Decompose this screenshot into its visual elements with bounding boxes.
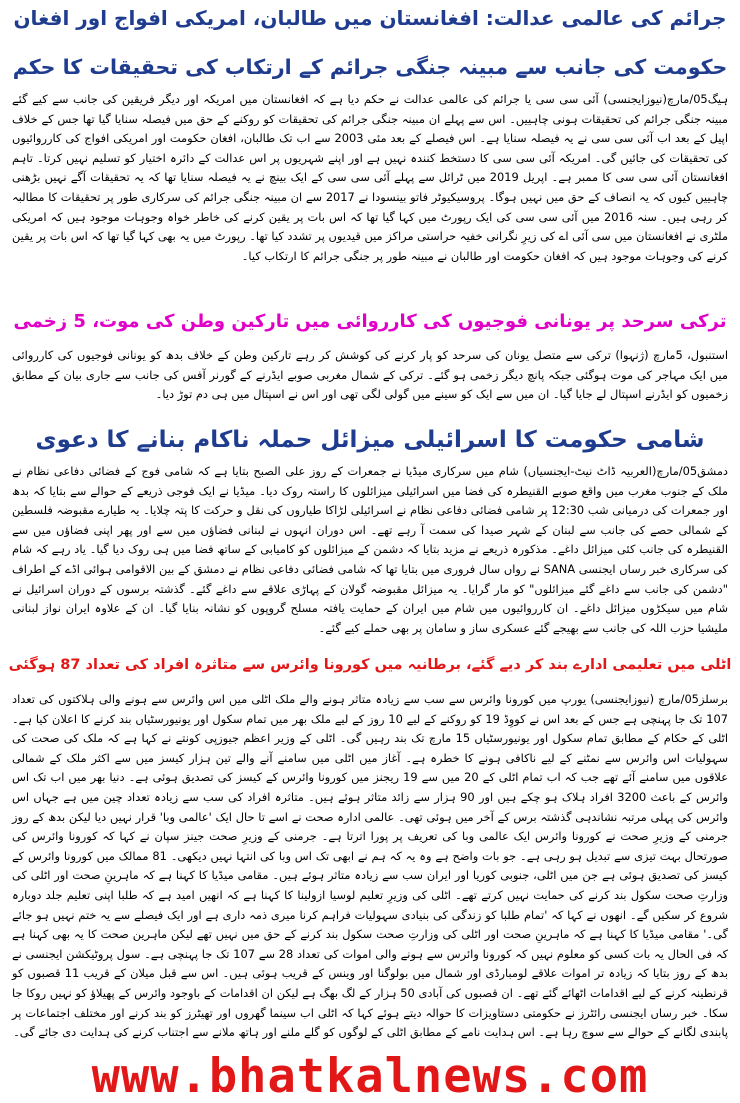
article3-body-container bbox=[0, 462, 740, 640]
article1-headline-line2: حکومت کی جانب سے مبینہ جنگی جرائم کے ارتکاب کی تحقیقات کا حکم bbox=[12, 55, 728, 79]
article2-body-container bbox=[0, 346, 740, 422]
article2-body: استنبول، 5مارچ (ژنہوا) ترکی سے متصل یونان کی سرحد کو پار کرنے کی کوشش کر رہے تارکین وطن کے خلاف بدھ کو یونانی فوجیوں کی کارروائی میں ایک مہاجر کی موت ہوگئی جبکہ پانچ دیگر زخمی ہو گئے۔ ترکی کے شمال مغربی صوبے ایڈرنے کے گورنر آفس کی جانب سے جاری بیان کے مطابق زخمیوں کو ایڈرنے اسپتال لے جایا گیا۔ ان میں سے ایک کو سینے میں گولی لگی تھی اور اس نے اسپتال میں ہی دم توڑ دیا۔ bbox=[12, 348, 728, 402]
article1-headline-line1: جرائم کی عالمی عدالت: افغانستان میں طالبان، امریکی افواج اور افغان bbox=[13, 6, 727, 30]
article4-headline: اٹلی میں تعلیمی ادارے بند کر دیے گئے، برطانیہ میں کورونا وائرس سے متاثرہ افراد کی تعداد 87 ہوگئی bbox=[8, 657, 732, 673]
article1-body-container bbox=[0, 90, 740, 288]
site-url-footer[interactable]: www.bhatkalnews.com bbox=[91, 1050, 649, 1103]
article3-body: دمشق05/مارچ(العربیہ ڈاٹ نیٹ-ایجنسیاں) شام میں سرکاری میڈیا نے جمعرات کے روز علی الصبح بتایا ہے کہ شامی فوج کے فضائی دفاعی نظام نے ملک کے جنوب مغرب میں واقع صوبے القنیطرہ کی فضا میں اسرائیلی میزائلوں کا راستہ روک دیا۔ میڈیا نے ایک فوجی ذریعے کے حوالے سے بتایا کہ بدھ اور جمعرات کی درمیانی شب 12:30 پر شامی فضائی دفاعی نظام نے اسرائیلی لڑاکا طیاروں کی نقل و حرکت کا پتہ چلایا۔ یہ طیارے مقبوضہ فلسطین کے شمالی حصے کی جانب سے لبنان کے شہر صیدا کی سمت آ رہے تھے۔ اس دوران انہوں نے لبنانی فضاؤں میں سے اور پھر اپنی فضاؤں میں سے القنیطرہ کی جانب کئی میزائل داغے۔ مذکورہ ذریعے نے مزید بتایا کہ دشمن کے میزائلوں کو کامیابی کے ساتھ فضا میں ہی روک دیا گیا۔ یاد رہے کہ شام کی سرکاری خبر رساں ایجنسی SANA نے رواں سال فروری میں بتایا تھا کہ شامی فضائی دفاعی نظام نے دمشق کے بین الاقوامی ہوائی اڈے کے اطراف "دشمن کی جانب سے داغے گئے میزائلوں" کو مار گرایا۔ یہ میزائل مقبوضہ گولان کے پہاڑی علاقے سے داغے گئے۔ گذشتہ برسوں کے دوران اسرائیل نے شام میں سیکڑوں میزائل داغے۔ ان کارروائیوں میں شام میں ایران کے حمایت یافتہ مسلح گروپوں کو نشانہ بنایا گیا۔ ان کے علاوہ ایران نواز لبنانی ملیشیا حزب اللہ کی جانب سے بھیجے گئے عسکری ساز و سامان پر بھی حملے کیے گئے۔ bbox=[12, 464, 728, 635]
article2-headline: ترکی سرحد پر یونانی فوجیوں کی کارروائی میں تارکین وطن کی موت، 5 زخمی bbox=[13, 311, 727, 332]
article3-headline: شامی حکومت کا اسرائیلی میزائل حملہ ناکام بنانے کا دعوی bbox=[35, 427, 705, 453]
article1-body: ہیگ05/مارچ(نیوزایجنسی) آئی سی سی یا جرائم کی عالمی عدالت نے حکم دیا ہے کہ افغانستان میں امریکہ اور دیگر فریقین کی جانب سے کیے گئے مبینہ جنگی جرائم کی تحقیقات ہونی چاہییں۔ اس سے پہلے ان مبینہ جنگی جرائم کی تحقیقات کو روکنے کے حق میں فیصلہ سنایا گیا تھا جس کے خلاف اپیل کے بعد اب آئی سی سی نے یہ فیصلہ سنایا ہے۔ اس فیصلے کے بعد مئی 2003 سے اب تک طالبان، افغان حکومت اور امریکی افواج کی کارروائیوں کی تحقیقات کی جائیں گی۔ امریکہ آئی سی سی کا دستخط کنندہ نہیں ہے اور اپنے شہریوں پر اس عدالت کے دائرہ اختیار کو تسلیم نہیں کرتا۔ تاہم افغانستان آئی سی سی کا ممبر ہے۔ اپریل 2019 میں ٹرائل سے پہلے آئی سی سی کے ایک بینچ نے یہ فیصلہ سنایا تھا کہ یہ تحقیقات آگے نہیں بڑھنی چاہییں کیوں کہ یہ انصاف کے حق میں نہیں ہوگا۔ پروسیکیوٹر فاتو بینسودا نے 2017 سے ان مبینہ جنگی جرائم کی سرکاری طور پر تحقیقات کا مطالبہ کر رہی ہیں۔ سنہ 2016 میں آئی سی سی کی ایک رپورٹ میں کہا گیا تھا کہ اس بات پر یقین کرنے کی خاطر خواہ وجوہات موجود ہیں کہ امریکی ملٹری نے افغانستان میں سی آئی اے کی زیرِ نگرانی خفیہ حراستی مراکز میں قیدیوں پر تشدد کیا تھا۔ رپورٹ میں یہ بھی کہا گیا تھا کہ اس بات پر یقین کرنے کی وجوہات موجود ہیں کہ افغان حکومت اور طالبان نے مبینہ طور پر جنگی جرائم کا ارتکاب کیا۔ bbox=[12, 92, 729, 263]
article4-body-container bbox=[0, 690, 740, 1050]
article4-body: برسلز05/مارچ (نیوزایجنسی) یورپ میں کورونا وائرس سے سب سے زیادہ متاثر ہونے والے ملک اٹلی میں اس وائرس سے ہونے والی ہلاکتوں کی تعداد 107 تک جا پہنچی ہے جس کے بعد اس نے کووِڈ 19 کو روکنے کے لیے 10 روز کے لیے ملک بھر میں تمام سکول اور یونیورسٹیاں بند کرنے کا اعلان کیا ہے۔ اٹلی کے حکام کے مطابق تمام سکول اور یونیورسٹیاں 15 مارچ تک بند رہیں گی۔ اٹلی کے وزیر اعظم جیوزپی کونتے نے کہا ہے کہ ملک کی صحت کی سہولیات اس وائرس سے نمٹنے کے لیے ناکافی ہونے کا خطرہ ہے۔ آغاز میں اٹلی میں سامنے آنے والے تین ہزار کیسز میں سے اکثر ملک کے شمالی علاقوں میں سامنے آئے تھے جب کہ اب تمام اٹلی کے 20 میں سے 19 ریجنز میں کورونا وائرس کے کیسز کی تصدیق ہوئی ہے۔ دنیا بھر میں اب تک اس وائرس کے باعث 3200 افراد ہلاک ہو چکے ہیں اور 90 ہزار سے زائد متاثر ہوئے ہیں۔ متاثرہ افراد کی سب سے زیادہ تعداد چین میں ہے جہاں اس وائرس کی پہلی مرتبہ نشاندہی گذشتہ برس کے آخر میں ہوئی تھی۔ عالمی ادارہ صحت نے اسے تا حال ایک 'عالمی وبا' قرار نہیں دیا لیکن بدھ کے روز جرمنی کے وزیرِ صحت نے کورونا وائرس ایک عالمی وبا کی تعریف پر پورا اترتا ہے۔ جرمنی کے وزیرِ صحت جینز سپان نے کہا کہ کورونا وائرس کی صورتحال بہت تیزی سے تبدیل ہو رہی ہے۔ جو بات واضح ہے وہ یہ کہ ہم نے ابھی تک اس وبا کی انتہا نہیں دیکھی۔ 81 ممالک میں کورونا وائرس کے کیسز کی تصدیق ہوئی ہے جن میں اٹلی، جنوبی کوریا اور ایران سب سے زیادہ متاثر ہوئے ہیں۔ مقامی میڈیا کا کہنا ہے کہ ماہرینِ صحت اور اٹلی کی وزارتِ صحت سکول بند کرنے کی حمایت نہیں کرتے تھے۔ اٹلی کی وزیرِ تعلیم لوسیا ازولینا کا کہنا ہے کہ انھیں امید ہے کہ طلبا اپنی تعلیم جلد دوبارہ شروع کر سکیں گے۔ انھوں نے کہا کہ 'تمام طلبا کو زندگی کی بنیادی سہولیات فراہم کرنا میری ذمہ داری ہے اور ایک فیصلے سے یہ ختم نہیں ہو جائے گی۔' مقامی میڈیا کا کہنا ہے کہ ماہرینِ صحت اور اٹلی کی وزارتِ صحت سکول بند کرنے کے حق میں نہیں تھے لیکن ماہرین صحت کا یہ بھی کہنا ہے کہ فی الحال یہ بات کسی کو معلوم نہیں کہ کورونا وائرس سے ہونے والی اموات کی تعداد 28 سے 107 تک جا پہنچی ہے۔ سول پروٹیکشن ایجنسی نے بدھ کے روز بتایا کہ زیادہ تر اموات علاقے لومبارڈی اور شمال میں بولوگنا اور وینس کے قریب ہوئی ہیں۔ اس سے قبل میلان کے قریب 11 قصبوں کو قرنطینہ کرنے کے لیے اقدامات اٹھائے گئے تھے۔ ان قصبوں کی آبادی 50 ہزار کے لگ بھگ ہے لیکن ان اقدامات کے باوجود وائرس کے پھیلاؤ کو نہیں روکا جا سکا۔ خبر رساں ایجنسی رائٹرز نے حکومتی دستاویزات کا حوالہ دیتے ہوئے کہا کہ اٹلی اب سینما گھروں اور تھیٹرز کو بند کرنے اور مختلف اجتماعات پر پابندی لگانے کے حوالے سے سوچ رہا ہے۔ اس ہدایت نامے کے مطابق اٹلی کے لوگوں کو گلے ملنے اور ہاتھ ملانے سے اجتناب کرنے کی ہدایت دی جائے گی۔ bbox=[12, 692, 729, 1040]
